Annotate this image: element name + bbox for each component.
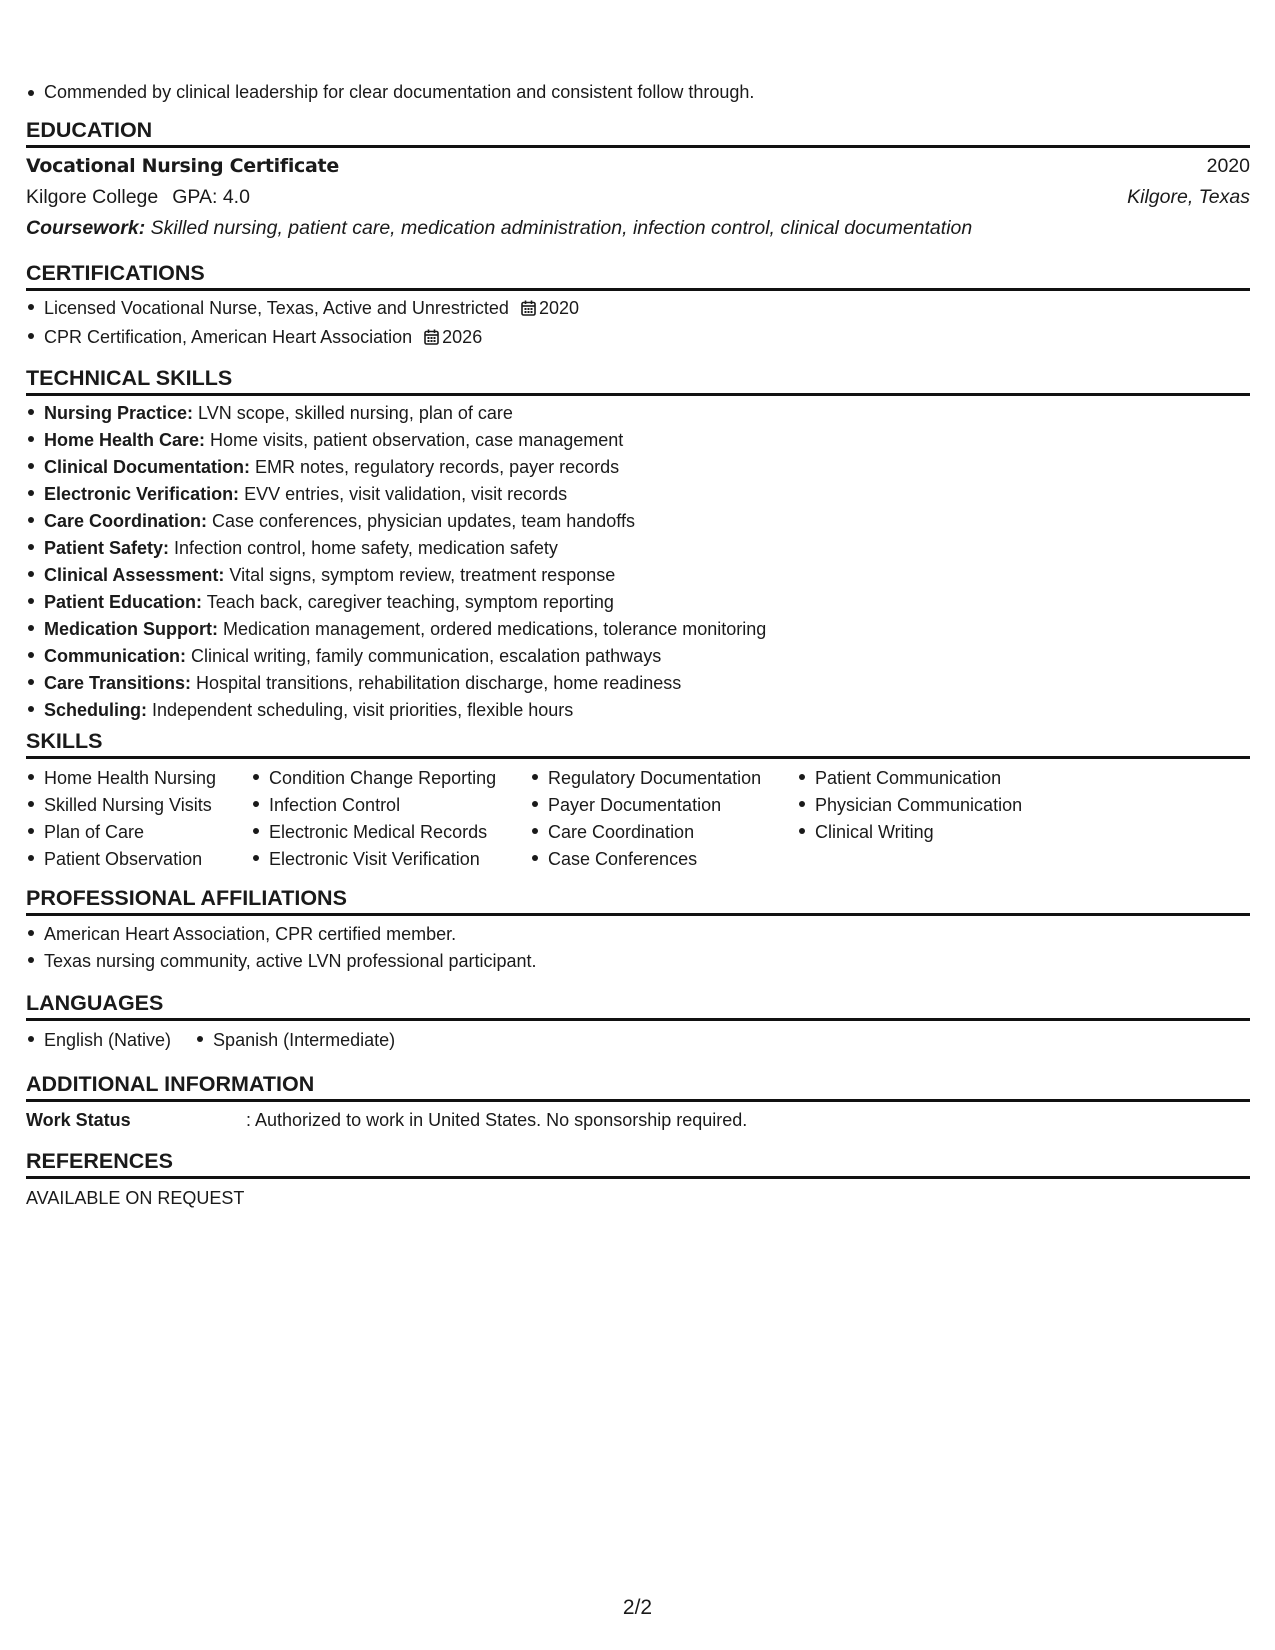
skill-category: Scheduling: <box>44 700 147 720</box>
experience-continued-list <box>26 81 754 103</box>
list-item: Electronic Visit Verification <box>251 846 530 873</box>
skill-detail: EMR notes, regulatory records, payer records <box>250 457 620 477</box>
affiliations-heading: PROFESSIONAL AFFILIATIONS <box>26 884 1250 916</box>
skill-category: Patient Education: <box>44 592 203 612</box>
skill-detail: Independent scheduling, visit priorities, flexible hours <box>147 700 574 720</box>
coursework-label: Coursework: <box>26 217 146 239</box>
list-item: Spanish (Intermediate) <box>195 1027 395 1054</box>
list-item: Skilled Nursing Visits <box>26 792 251 819</box>
additional-info-heading: ADDITIONAL INFORMATION <box>26 1070 1250 1102</box>
skill-detail: Case conferences, physician updates, team handoffs <box>207 511 635 531</box>
certifications-heading: CERTIFICATIONS <box>26 259 1250 291</box>
technical-skills-heading: TECHNICAL SKILLS <box>26 364 1250 396</box>
skill-category: Home Health Care: <box>44 430 206 450</box>
list-item <box>26 535 1250 562</box>
list-item: Texas nursing community, active LVN professional participant. <box>26 948 1250 975</box>
technical-skills-list <box>26 400 1250 724</box>
skill-detail: Vital signs, symptom review, treatment response <box>224 565 616 585</box>
skill-category: Medication Support: <box>44 619 218 639</box>
coursework <box>26 213 1250 244</box>
skills-heading: SKILLS <box>26 727 1250 759</box>
list-item: American Heart Association, CPR certified member. <box>26 921 1250 948</box>
list-item: Care Coordination <box>530 819 797 846</box>
list-item: Patient Observation <box>26 846 251 873</box>
list-item: Electronic Medical Records <box>251 819 530 846</box>
skill-detail: Infection control, home safety, medication safety <box>169 538 558 558</box>
languages-section <box>26 989 1250 1054</box>
certifications-list <box>26 295 1250 353</box>
certification-year: 2026 <box>442 327 483 347</box>
education-heading: EDUCATION <box>26 116 1250 148</box>
references-heading: REFERENCES <box>26 1147 1250 1179</box>
certification-year: 2020 <box>538 298 579 318</box>
list-item <box>26 324 1250 353</box>
list-item: Plan of Care <box>26 819 251 846</box>
skills-column <box>251 765 530 873</box>
skill-detail: Teach back, caregiver teaching, symptom reporting <box>202 592 614 612</box>
skill-detail: LVN scope, skilled nursing, plan of care <box>193 403 513 423</box>
list-item: Infection Control <box>251 792 530 819</box>
skills-column <box>530 765 797 873</box>
list-item <box>26 295 1250 324</box>
skill-detail: Hospital transitions, rehabilitation discharge, home readiness <box>191 673 682 693</box>
list-item: Home Health Nursing <box>26 765 251 792</box>
school-location: Kilgore, Texas <box>1127 186 1250 208</box>
certification-name: CPR Certification, American Heart Association <box>44 327 413 347</box>
list-item <box>26 643 1250 670</box>
school-name: Kilgore College <box>26 186 159 208</box>
page-number: 2/2 <box>622 1596 653 1619</box>
list-item <box>26 562 1250 589</box>
skill-category: Nursing Practice: <box>44 403 194 423</box>
list-item: Payer Documentation <box>530 792 797 819</box>
list-item <box>26 616 1250 643</box>
skills-column <box>797 765 1022 873</box>
certification-name: Licensed Vocational Nurse, Texas, Active and Unrestricted <box>44 298 509 318</box>
skill-category: Electronic Verification: <box>44 484 240 504</box>
list-item: English (Native) <box>26 1027 171 1054</box>
work-status-value: : Authorized to work in United States. No sponsorship required. <box>246 1110 748 1130</box>
calendar-icon <box>521 297 536 324</box>
degree-name: Vocational Nursing Certificate <box>26 155 339 177</box>
affiliations-list <box>26 921 1250 975</box>
skill-category: Care Coordination: <box>44 511 208 531</box>
coursework-text: Skilled nursing, patient care, medication administration, infection control, clinical documentation <box>145 217 973 239</box>
skill-category: Clinical Documentation: <box>44 457 251 477</box>
graduation-year: 2020 <box>1206 155 1250 177</box>
experience-bullet: Commended by clinical leadership for clear documentation and consistent follow through. <box>26 81 754 103</box>
calendar-icon <box>424 326 439 353</box>
languages-list <box>26 1027 1250 1054</box>
certifications-section <box>26 259 1250 353</box>
references-text: AVAILABLE ON REQUEST <box>26 1188 245 1208</box>
skill-category: Clinical Assessment: <box>44 565 225 585</box>
references-section <box>26 1147 1250 1212</box>
work-status-row <box>26 1107 1250 1134</box>
skill-category: Communication: <box>44 646 186 666</box>
skill-category: Care Transitions: <box>44 673 192 693</box>
languages-heading: LANGUAGES <box>26 989 1250 1021</box>
list-item <box>26 427 1250 454</box>
technical-skills-section <box>26 364 1250 724</box>
gpa: GPA: 4.0 <box>172 186 250 208</box>
list-item <box>26 670 1250 697</box>
education-section <box>26 116 1250 244</box>
list-item <box>26 481 1250 508</box>
list-item: Regulatory Documentation <box>530 765 797 792</box>
list-item: Condition Change Reporting <box>251 765 530 792</box>
list-item <box>26 697 1250 724</box>
education-school-row <box>26 182 1250 213</box>
affiliations-section <box>26 884 1250 975</box>
skill-detail: EVV entries, visit validation, visit records <box>239 484 568 504</box>
skills-section <box>26 727 1250 873</box>
list-item: Clinical Writing <box>797 819 1022 846</box>
list-item: Physician Communication <box>797 792 1022 819</box>
skill-category: Patient Safety: <box>44 538 170 558</box>
additional-info-section <box>26 1070 1250 1134</box>
list-item <box>26 508 1250 535</box>
skills-grid <box>26 765 1250 873</box>
skill-detail: Medication management, ordered medications, tolerance monitoring <box>218 619 767 639</box>
list-item: Case Conferences <box>530 846 797 873</box>
skills-column <box>26 765 251 873</box>
skill-detail: Clinical writing, family communication, escalation pathways <box>186 646 662 666</box>
list-item: Patient Communication <box>797 765 1022 792</box>
list-item <box>26 589 1250 616</box>
list-item <box>26 400 1250 427</box>
education-degree-row <box>26 151 1250 182</box>
skill-detail: Home visits, patient observation, case management <box>205 430 624 450</box>
list-item <box>26 454 1250 481</box>
work-status-label: Work Status <box>26 1110 131 1130</box>
